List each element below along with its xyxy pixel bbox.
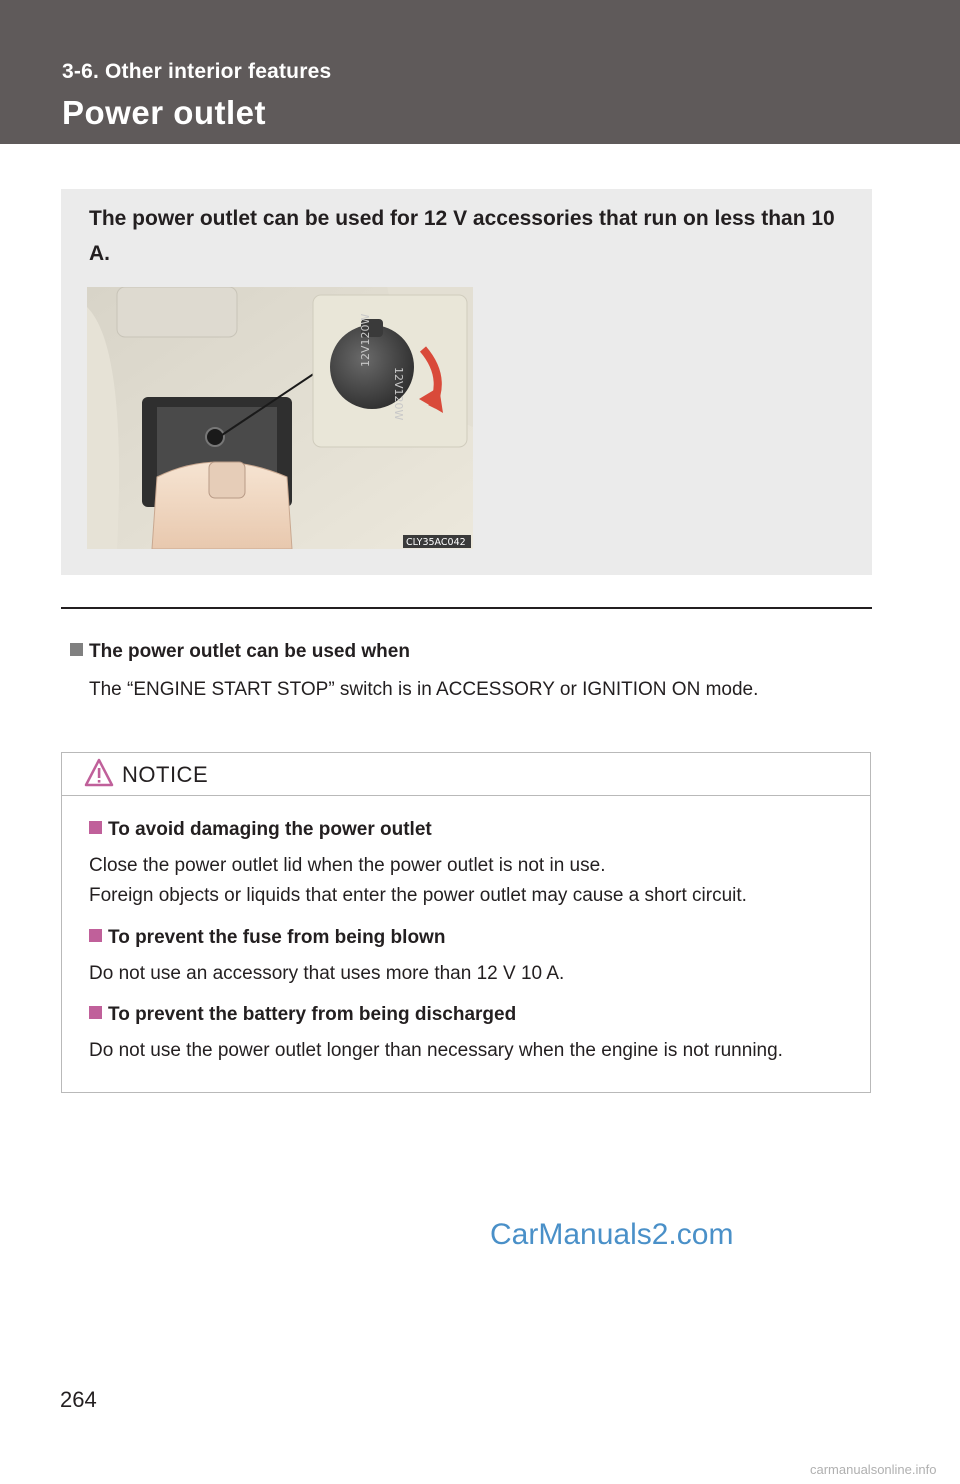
note-heading-row (70, 638, 890, 666)
console-top (117, 287, 237, 337)
notice-item-heading: To prevent the battery from being discharged (108, 1004, 517, 1025)
info-note (70, 638, 890, 704)
page-header (0, 0, 960, 144)
notice-item-text: Foreign objects or liquids that enter the power outlet may cause a short circuit. (89, 885, 747, 906)
notice-item (89, 817, 864, 911)
section-divider (61, 607, 872, 609)
console-illustration (87, 287, 473, 549)
notice-title: NOTICE (122, 762, 209, 787)
warning-triangle-icon (84, 758, 114, 788)
note-heading: The power outlet can be used when (89, 641, 410, 662)
lid-latch (209, 462, 245, 498)
footer-watermark: carmanualsonline.info (810, 1462, 937, 1477)
square-bullet-icon (89, 1006, 102, 1019)
notice-item-text: Do not use an accessory that uses more than 12 V 10 A. (89, 963, 565, 984)
page-title: Power outlet (62, 94, 267, 131)
notice-item (89, 1002, 864, 1066)
image-code: CLY35AC042 (406, 537, 466, 548)
square-bullet-icon (70, 643, 83, 656)
power-outlet-illustration (87, 287, 473, 549)
note-body: The “ENGINE START STOP” switch is in ACCESSORY or IGNITION ON mode. (89, 679, 759, 700)
outlet-socket (206, 428, 224, 446)
intro-text: The power outlet can be used for 12 V accessories that run on less than 10 A. (89, 207, 835, 265)
notice-item-text: Close the power outlet lid when the power outlet is not in use. (89, 855, 606, 876)
square-bullet-icon (89, 821, 102, 834)
square-bullet-icon (89, 929, 102, 942)
notice-item-text: Do not use the power outlet longer than necessary when the engine is not running. (89, 1040, 783, 1061)
notice-box (61, 752, 871, 1093)
cap-label-1: 12V120W (359, 313, 372, 367)
page-number: 264 (60, 1387, 97, 1412)
notice-header (62, 753, 870, 796)
notice-item-heading: To avoid damaging the power outlet (108, 819, 432, 840)
watermark: CarManuals2.com (490, 1218, 734, 1251)
section-title: 3-6. Other interior features (62, 60, 332, 83)
cap-label-2: 12V120W (392, 367, 405, 421)
notice-item-heading: To prevent the fuse from being blown (108, 927, 446, 948)
notice-item (89, 925, 864, 989)
intro-box (61, 189, 872, 575)
